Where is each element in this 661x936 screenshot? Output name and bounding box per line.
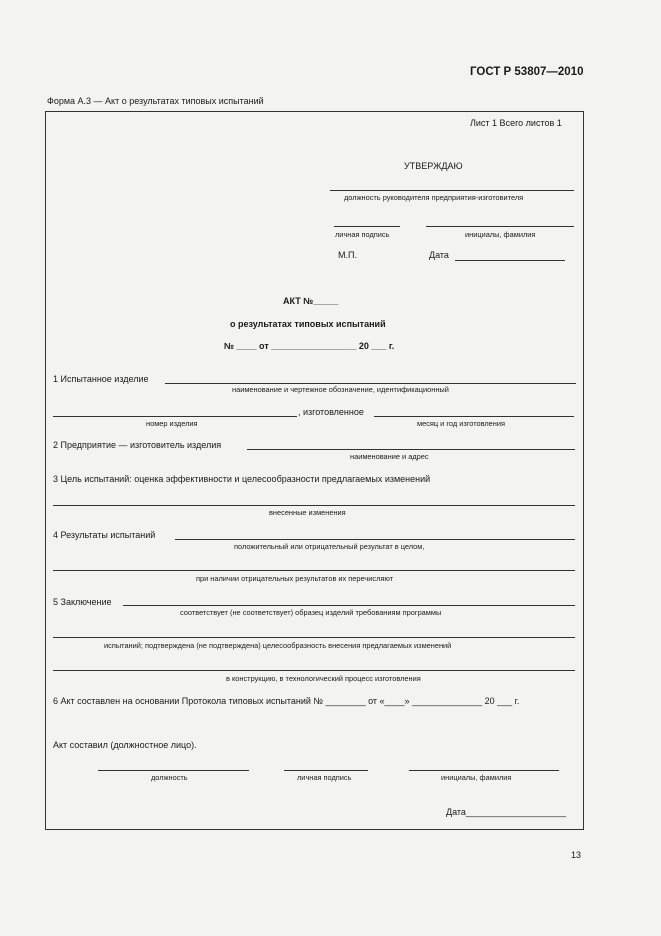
- act-number-line: № ____ от _________________ 20 ___ г.: [224, 341, 395, 351]
- item5-label: 5 Заключение: [53, 597, 112, 607]
- item1-date-line: [374, 416, 574, 417]
- approve-signature-line: [334, 226, 400, 227]
- approve-name-hint: инициалы, фамилия: [465, 230, 536, 239]
- item3-hint: внесенные изменения: [269, 508, 346, 517]
- item1-date-hint: месяц и год изготовления: [417, 419, 506, 428]
- act-title: АКТ №_____: [283, 296, 339, 306]
- item1-line: [165, 383, 576, 384]
- composer-position-hint: должность: [151, 773, 188, 782]
- item1-label: 1 Испытанное изделие: [53, 374, 149, 384]
- approve-position-hint: должность руководителя предприятия-изготовителя: [344, 193, 524, 202]
- item3-label: 3 Цель испытаний: оценка эффективности и целесообразности предлагаемых изменений: [53, 474, 431, 484]
- item2-hint: наименование и адрес: [350, 452, 429, 461]
- item2-line: [247, 449, 575, 450]
- item3-line: [53, 505, 575, 506]
- approve-position-line: [330, 190, 574, 191]
- item4-label: 4 Результаты испытаний: [53, 530, 156, 540]
- item4-line2: [53, 570, 575, 571]
- item5-line: [123, 605, 575, 606]
- sheet-count: Лист 1 Всего листов 1: [470, 118, 562, 128]
- item1-hint: наименование и чертежное обозначение, идентификационный: [232, 385, 449, 394]
- composer-name-hint: инициалы, фамилия: [441, 773, 512, 782]
- composer-signature-hint: личная подпись: [297, 773, 352, 782]
- approve-title: УТВЕРЖДАЮ: [404, 161, 463, 171]
- composer-signature-line: [284, 770, 368, 771]
- item1-made-label: , изготовленное: [298, 407, 364, 417]
- composer-name-line: [409, 770, 559, 771]
- approve-date-label: Дата: [429, 250, 449, 260]
- approve-name-line: [426, 226, 574, 227]
- item4-line: [175, 539, 575, 540]
- item5-hint2: испытаний; подтверждена (не подтверждена) целесообразность внесения предлагаемых изменений: [104, 641, 452, 650]
- page-number: 13: [571, 850, 582, 860]
- form-caption: Форма А.3 — Акт о результатах типовых испытаний: [47, 96, 264, 106]
- standard-code: ГОСТ Р 53807—2010: [470, 66, 584, 78]
- composer-position-line: [98, 770, 249, 771]
- item4-hint2: при наличии отрицательных результатов их перечисляют: [196, 574, 394, 583]
- item1-number-hint: номер изделия: [146, 419, 198, 428]
- stamp-label: М.П.: [338, 250, 357, 260]
- item5-line2: [53, 637, 575, 638]
- composer-label: Акт составил (должностное лицо).: [53, 740, 197, 750]
- item5-hint1: соответствует (не соответствует) образец изделий требованиям программы: [180, 608, 442, 617]
- approve-signature-hint: личная подпись: [335, 230, 390, 239]
- item4-hint1: положительный или отрицательный результат в целом,: [234, 542, 425, 551]
- item5-hint3: в конструкцию, в технологический процесс изготовления: [226, 674, 421, 683]
- composer-date: Дата____________________: [446, 807, 567, 817]
- item5-line3: [53, 670, 575, 671]
- form-frame: [45, 111, 584, 830]
- approve-date-line: [455, 260, 565, 261]
- item6-text: 6 Акт составлен на основании Протокола типовых испытаний № ________ от «____» ______________ 20 ___ г.: [53, 696, 520, 706]
- act-subtitle: о результатах типовых испытаний: [230, 319, 386, 329]
- item1-number-line: [53, 416, 297, 417]
- item2-label: 2 Предприятие — изготовитель изделия: [53, 440, 222, 450]
